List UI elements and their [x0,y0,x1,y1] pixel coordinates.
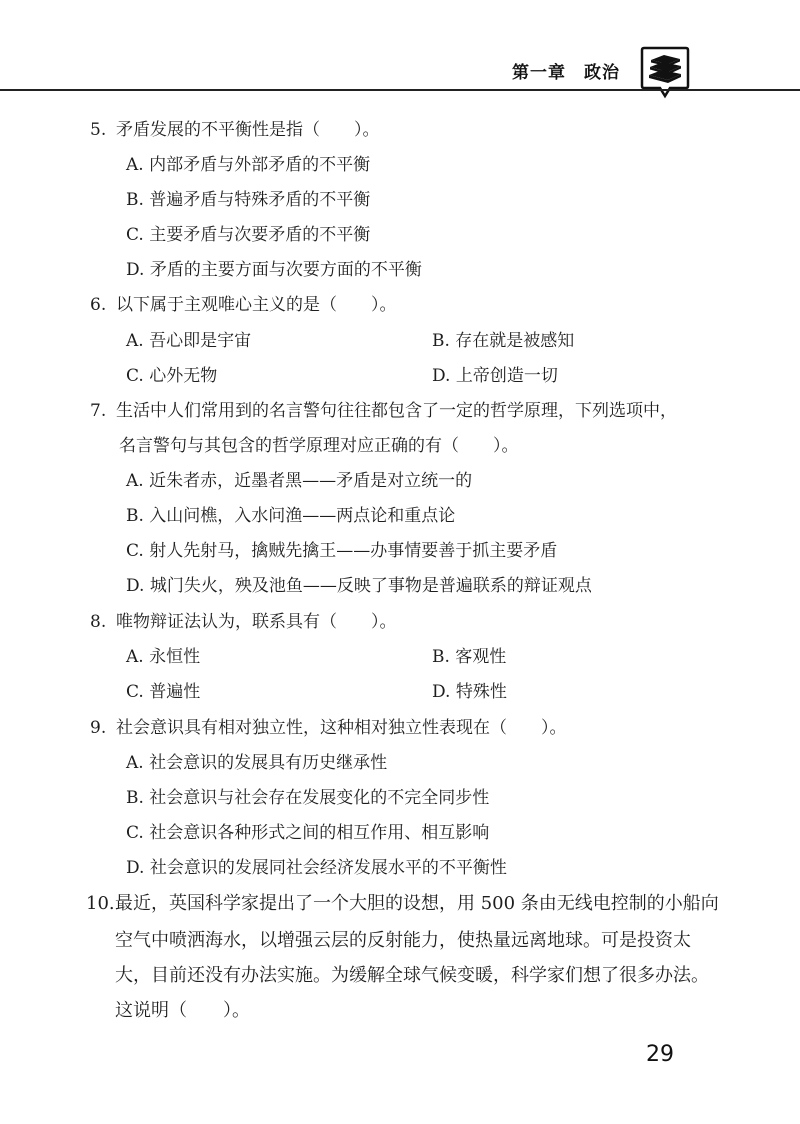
option-a: A. 社会意识的发展具有历史继承性 [126,753,388,773]
question-number: 8. [90,612,107,632]
option-d: D. 上帝创造一切 [432,366,558,386]
question-number: 5. [90,120,107,140]
option-d: D. 矛盾的主要方面与次要方面的不平衡 [126,260,422,280]
option-d: D. 社会意识的发展同社会经济发展水平的不平衡性 [126,858,507,878]
question-5 [90,120,380,140]
question-text-continued: 名言警句与其包含的哲学原理对应正确的有（ ）。 [119,436,519,456]
option-c: C. 普遍性 [126,682,201,702]
option-a: A. 永恒性 [126,647,201,667]
question-text: 社会意识具有相对独立性，这种相对独立性表现在（ ）。 [116,718,567,738]
chapter-title: 第一章 政治 [512,63,620,83]
option-b: B. 社会意识与社会存在发展变化的不完全同步性 [126,788,490,808]
question-text: 最近，英国科学家提出了一个大胆的设想，用 500 条由无线电控制的小船向 [115,893,719,914]
question-number: 10. [86,893,115,914]
question-number: 7. [90,401,107,421]
option-d: D. 城门失火，殃及池鱼——反映了事物是普遍联系的辩证观点 [126,576,592,596]
question-text-continued: 大，目前还没有办法实施。为缓解全球气候变暖，科学家们想了很多办法。 [115,965,709,986]
option-b: B. 入山问樵，入水问渔——两点论和重点论 [126,506,456,526]
question-10 [86,893,719,914]
option-d: D. 特殊性 [432,682,507,702]
header-rule [0,89,800,91]
question-text: 矛盾发展的不平衡性是指（ ）。 [116,120,380,140]
option-b: B. 存在就是被感知 [432,331,575,351]
option-a: A. 内部矛盾与外部矛盾的不平衡 [126,155,371,175]
page-number: 29 [646,1042,674,1067]
option-b: B. 客观性 [432,647,507,667]
question-text: 生活中人们常用到的名言警句往往都包含了一定的哲学原理，下列选项中， [116,401,677,421]
question-number: 6. [90,295,107,315]
option-b: B. 普遍矛盾与特殊矛盾的不平衡 [126,190,371,210]
option-c: C. 射人先射马，擒贼先擒王——办事情要善于抓主要矛盾 [126,541,558,561]
option-a: A. 吾心即是宇宙 [126,331,252,351]
book-stack-icon [640,46,690,100]
option-c: C. 社会意识各种形式之间的相互作用、相互影响 [126,823,490,843]
question-9 [90,718,567,738]
option-c: C. 心外无物 [126,366,218,386]
question-number: 9. [90,718,107,738]
question-8 [90,612,397,632]
question-7 [90,401,677,421]
question-text-continued: 这说明（ ）。 [115,1000,250,1021]
question-text: 唯物辩证法认为，联系具有（ ）。 [116,612,397,632]
question-text-continued: 空气中喷洒海水，以增强云层的反射能力，使热量远离地球。可是投资太 [115,930,691,951]
question-6 [90,295,397,315]
option-c: C. 主要矛盾与次要矛盾的不平衡 [126,225,371,245]
question-text: 以下属于主观唯心主义的是（ ）。 [116,295,397,315]
option-a: A. 近朱者赤，近墨者黑——矛盾是对立统一的 [126,471,473,491]
